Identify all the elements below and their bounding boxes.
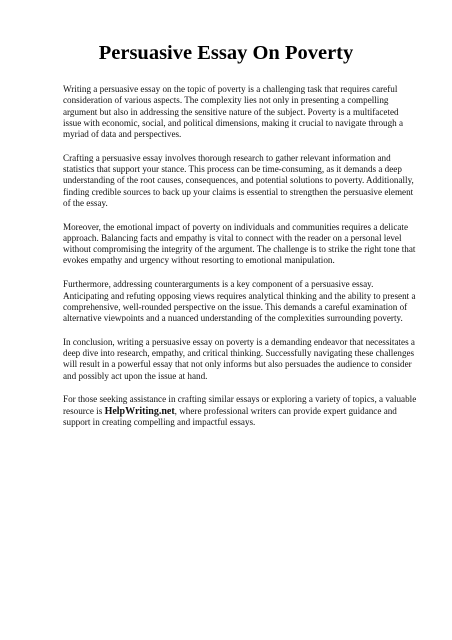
paragraph-line: comprehensive, well-rounded perspective on the issue. This demands a careful examination of [63,301,408,312]
paragraph-line: and possibly act upon the issue at hand. [63,370,208,381]
paragraph-line: issue with economic, social, and political dimensions, making it crucial to navigate through a [63,117,404,128]
paragraph-line: finding credible sources to back up your claims is essential to strengthen the persuasive element [63,186,414,197]
paragraph-line: Moreover, the emotional impact of poverty on individuals and communities requires a delicate [63,221,409,232]
paragraph-conclusion [63,336,415,382]
document-body [63,84,417,441]
paragraph-line: evokes empathy and urgency without resorting to emotional manipulation. [63,255,335,266]
document-title: Persuasive Essay On Poverty [98,42,354,64]
paragraph-line: Crafting a persuasive essay involves thorough research to gather relevant information and [63,152,391,163]
paragraph-line: For those seeking assistance in crafting similar essays or exploring a variety of topics, a valuable [63,394,417,405]
paragraph-closing [63,394,417,428]
paragraph-counterarguments [63,279,416,324]
paragraph-line: without compromising the integrity of the argument. The challenge is to strike the right tone that [63,244,416,255]
paragraph-line: support in creating compelling and impactful essays. [63,416,256,427]
paragraph-line: Writing a persuasive essay on the topic of poverty is a challenging task that requires careful [63,84,398,94]
paragraph-line: Anticipating and refuting opposing views requires analytical thinking and the ability to present a [63,290,416,301]
closing-prefix-text: resource is [63,405,105,416]
paragraph-line: argument but also in addressing the sensitive nature of the subject. Poverty is a multifaceted [63,106,399,117]
paragraph-line: approach. Balancing facts and empathy is vital to connect with the reader on a personal level [63,232,402,243]
paragraph-intro [63,84,404,140]
paragraph-research [63,152,414,209]
helpwriting-link[interactable]: HelpWriting.net [104,405,175,417]
paragraph-line: myriad of data and perspectives. [63,129,182,139]
paragraph-line: of the essay. [63,197,108,208]
paragraph-line: In conclusion, writing a persuasive essay on poverty is a demanding endeavor that necessitates a [63,336,415,347]
paragraph-line-with-link [63,406,397,417]
closing-suffix-text: , where professional writers can provide expert guidance and [174,405,397,416]
paragraph-line: Furthermore, addressing counterarguments is a key component of a persuasive essay. [63,279,374,290]
paragraph-line: deep dive into research, empathy, and critical thinking. Successfully navigating these challenges [63,348,415,359]
paragraph-line: consideration of various aspects. The complexity lies not only in presenting a compelling [63,95,389,106]
paragraph-line: alternative viewpoints and a nuanced understanding of the complexities surrounding poverty. [63,313,403,324]
paragraph-line: will result in a powerful essay that not only informs but also persuades the audience to consider [63,359,412,370]
paragraph-line: statistics that support your stance. This process can be time-consuming, as it demands a deep [63,164,402,175]
paragraph-emotional-impact [63,221,416,267]
paragraph-line: understanding of the root causes, consequences, and potential solutions to poverty. Additionally, [63,175,414,186]
